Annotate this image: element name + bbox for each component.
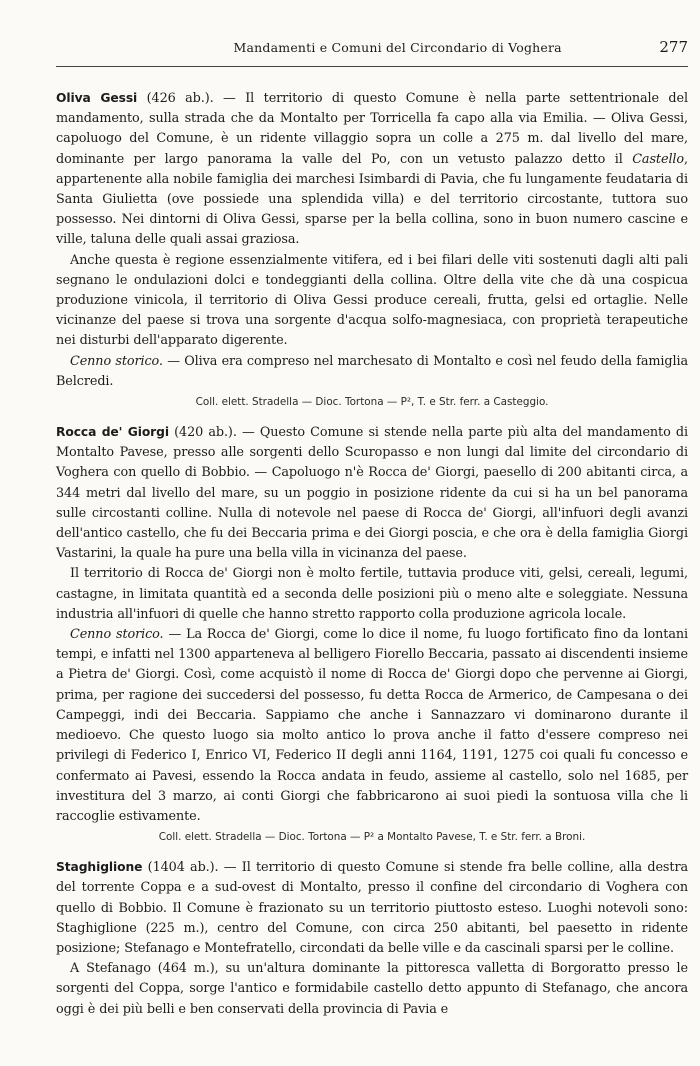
entry-oliva-gessi-paragraph: Anche questa è regione essenzialmente vitifera, ed i bei filari delle viti sostenuti dagli alti pali segnano le ondulazioni dolci e tondeggianti della collina. Oltre della vite che dà una cospicua produzione vinicola, il territorio di Oliva Gessi produce cereali, frutta, gelsi ed ortaglie. Nelle vicinanze del paese si trova una sorgente d'acqua solfo-magnesiaca, con proprietà terapeutiche nei disturbi dell'apparato digerente. <box>56 252 688 349</box>
header-rule <box>56 66 688 67</box>
entry-name: Oliva Gessi <box>56 91 138 105</box>
italic-term: Castello <box>632 151 685 167</box>
entry-rocca-de-giorgi-paragraph: Il territorio di Rocca de' Giorgi non è molto fertile, tuttavia produce viti, gelsi, cereali, legumi, castagne, in limitata quantità ed a seconda delle posizioni più o meno alte e soleggiate. Nessuna industria all'infuori di quelle che hanno stretto rapporto colla produzione agricola locale. <box>56 566 688 622</box>
entry-text: , appartenente alla nobile famiglia dei marchesi Isimbardi di Pavia, che fu lungamente feudataria di Santa Giulietta (ove possiede una splendida villa) e del territorio circostante, tuttora suo possesso. Nei dintorni di Oliva Gessi, sparse per la bella collina, sono in buon numero cascine e ville, taluna delle quali assai graziosa. <box>56 151 688 248</box>
entry-text: (426 ab.). — Il territorio di questo Comune è nella parte settentrionale del mandamento, sulla strada che da Montalto per Torricella fa capo alla via Emilia. — Oliva Gessi, capoluogo del Comune, è un ridente villaggio sopra un colle a 275 m. dal livello del mare, dominante per largo panorama la valle del Po, con un vetusto palazzo detto il <box>56 91 688 167</box>
entry-oliva-gessi-intro <box>56 88 688 251</box>
cenno-storico-text: — Oliva era compreso nel marchesato di Montalto e così nel feudo della famiglia Belcredi. <box>56 353 688 389</box>
entry-rocca-de-giorgi-history <box>56 625 688 827</box>
electoral-info: Coll. elett. Stradella — Dioc. Tortona — P², T. e Str. ferr. a Casteggio. <box>195 396 549 409</box>
entry-text: (420 ab.). — Questo Comune si stende nella parte più alta del mandamento di Montalto Pavese, presso alle sorgenti dello Scuropasso e non lungi dal limite del circondario di Voghera con quello di Bobbio. — Capoluogo n'è Rocca de' Giorgi, paesello di 200 abitanti circa, a 344 metri dal livello del mare, su un poggio in posizione ridente da cui si ha un bel panorama sulle circostanti colline. Nulla di notevole nel paese di Rocca de' Giorgi, all'infuori degli avanzi dell'antico castello, che fu dei Beccaria prima e dei Giorgi poscia, e che ora è della famiglia Giorgi Vastarini, la quale ha pure una bella villa in vicinanza del paese. <box>56 425 688 562</box>
cenno-storico-label: Cenno storico. <box>70 353 163 369</box>
entry-staghiglione-intro <box>56 857 688 959</box>
entry-staghiglione-paragraph: A Stefanago (464 m.), su un'altura dominante la pittoresca valletta di Borgoratto presso le sorgenti del Coppa, sorge l'antico e formidabile castello detto appunto di Stefanago, che ancora oggi è dei più belli e ben conservati della provincia di Pavia e <box>56 961 688 1017</box>
entry-name: Rocca de' Giorgi <box>56 425 169 440</box>
running-title: Mandamenti e Comuni del Circondario di Voghera <box>233 40 562 55</box>
cenno-storico-label: Cenno storico. <box>70 627 164 643</box>
page-body <box>56 88 688 1020</box>
page-header <box>56 38 688 56</box>
electoral-info: Coll. elett. Stradella — Dioc. Tortona — P² a Montalto Pavese, T. e Str. ferr. a Broni. <box>158 831 586 844</box>
cenno-storico-text: — La Rocca de' Giorgi, come lo dice il nome, fu luogo fortificato fino da lontani tempi, e infatti nel 1300 apparteneva al belligero Fiorello Beccaria, passato ai discendenti insieme a Pietra de' Giorgi. Così, come acquistò il nome di Rocca de' Giorgi dopo che pervenne ai Giorgi, prima, per ragione dei succedersi del possesso, fu detta Rocca de Armerico, de Campesana o dei Campeggi, indi dei Beccaria. Sappiamo che anche i Sannazzaro vi dominarono durante il medioevo. Che questo luogo sia molto antico lo prova anche il fatto d'essere compreso nei privilegi di Federico I, Enrico VI, Federico II degli anni 1164, 1191, 1275 coi quali fu concesso e confermato ai Pavesi, essendo la Rocca andata in feudo, assieme al castello, solo nel 1685, per investitura del 3 marzo, ai conti Giorgi che fabbricarono ai suoi piedi la sontuosa villa che li raccoglie estivamente. <box>56 627 688 824</box>
entry-name: Staghiglione <box>56 860 143 875</box>
entry-oliva-gessi-history <box>56 352 688 392</box>
page-number: 277 <box>659 38 688 56</box>
entry-text: (1404 ab.). — Il territorio di questo Comune si stende fra belle colline, alla destra del torrente Coppa e a sud-ovest di Montalto, presso il confine del circondario di Voghera con quello di Bobbio. Il Comune è frazionato su un territorio piuttosto esteso. Luoghi notevoli sono: Staghiglione (225 m.), centro del Comune, con circa 250 abitanti, bel paesetto in ridente posizione; Stefanago e Montefratello, circondati da belle ville e da cascinali sparsi per le colline. <box>56 860 688 956</box>
entry-rocca-de-giorgi-intro <box>56 422 688 564</box>
